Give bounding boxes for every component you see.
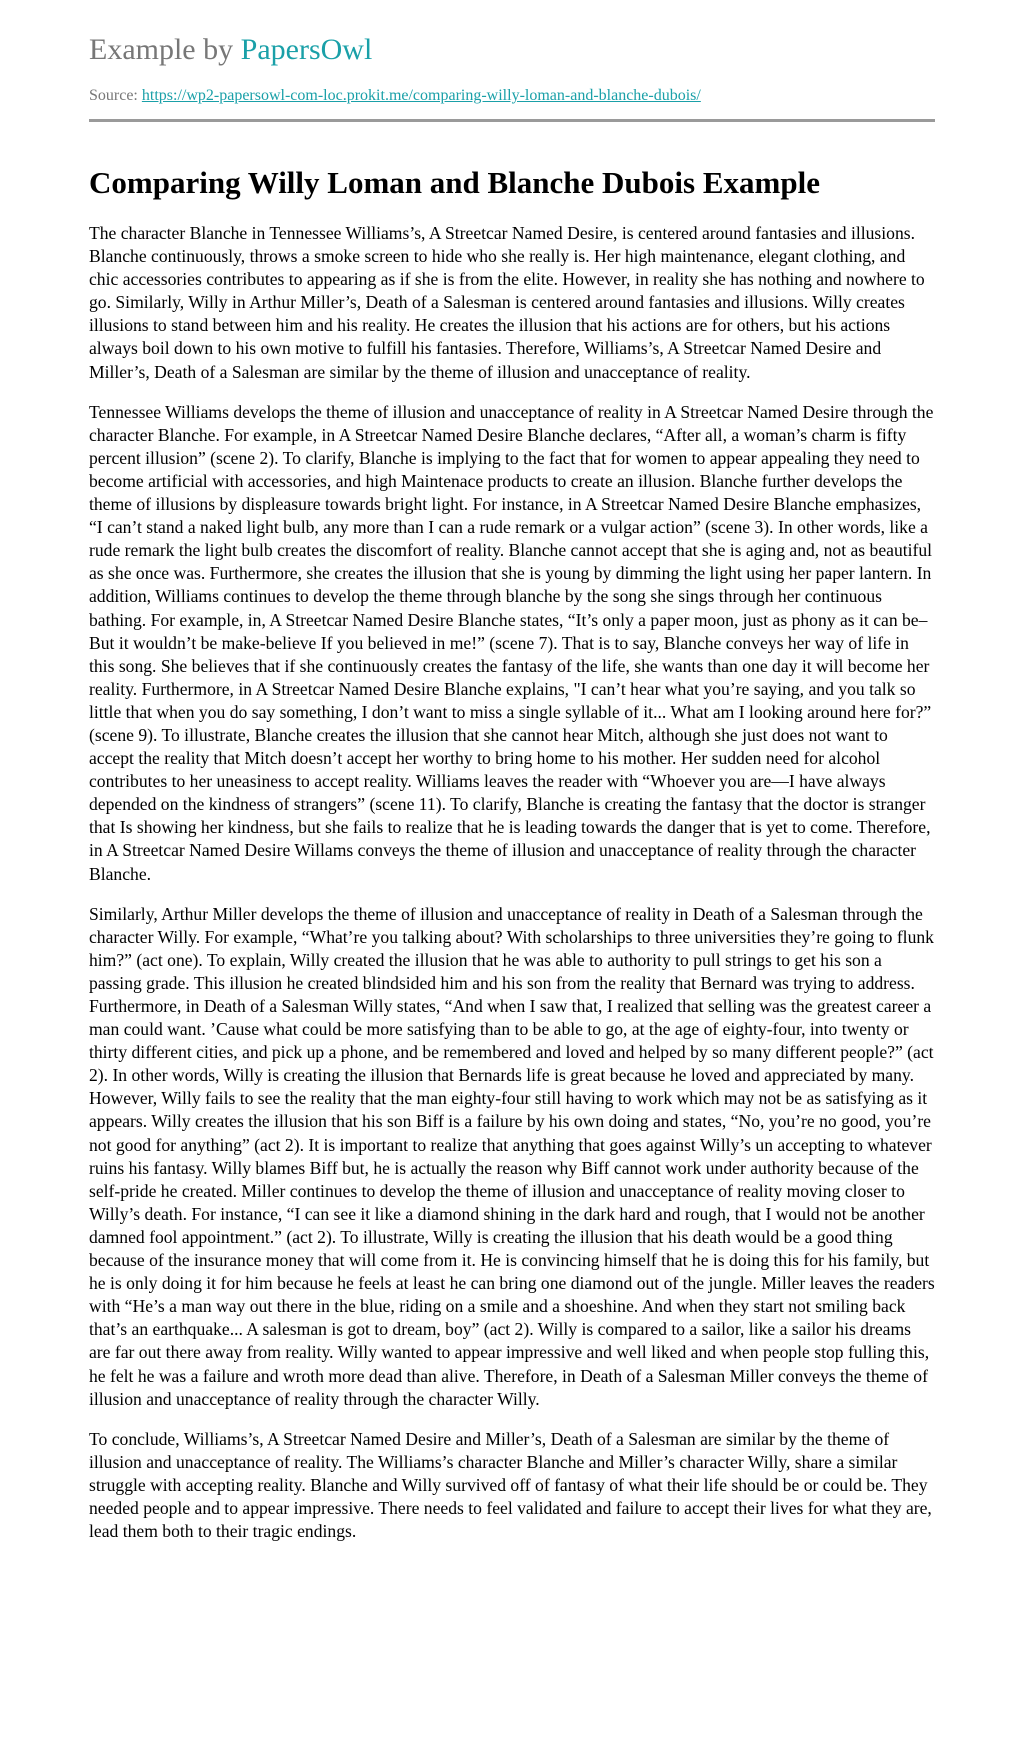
header-divider: [89, 119, 935, 122]
paragraph-1: The character Blanche in Tennessee Williams’s, A Streetcar Named Desire, is centered around fantasies and illusions. Blanche continuously, throws a smoke screen to hide who she really is. Her high maintenance, elegant clothing, and chic accessories contributes to appearing as if she is from the elite. However, in reality she has nothing and nowhere to go. Similarly, Willy in Arthur Miller’s, Death of a Salesman is centered around fantasies and illusions. Willy creates illusions to stand between him and his reality. He creates the illusion that his actions are for others, but his actions always boil down to his own motive to fulfill his fantasies. Therefore, Williams’s, A Streetcar Named Desire and Miller’s, Death of a Salesman are similar by the theme of illusion and unacceptance of reality.: [89, 223, 925, 382]
source-line: [89, 86, 935, 106]
source-label: Source:: [89, 87, 142, 104]
document-body: [89, 222, 935, 1543]
paragraph-3: Similarly, Arthur Miller develops the theme of illusion and unacceptance of reality in Death of a Salesman through the character Willy. For example, “What’re you talking about? With scholarships to three universities they’re going to flunk him?” (act one). To explain, Willy created the illusion that he was able to authority to pull strings to get his son a passing grade. This illusion he created blindsided him and his son from the reality that Bernard was trying to address. Furthermore, in Death of a Salesman Willy states, “And when I saw that, I realized that selling was the greatest career a man could want. ’Cause what could be more satisfying than to be able to go, at the age of eighty-four, into twenty or thirty different cities, and pick up a phone, and be remembered and loved and helped by so many different people?” (act 2). In other words, Willy is creating the illusion that Bernards life is great because he loved and appreciated by many. However, Willy fails to see the reality that the man eighty-four still having to work which may not be as satisfying as it appears. Willy creates the illusion that his son Biff is a failure by his own doing and states, “No, you’re no good, you’re not good for anything” (act 2). It is important to realize that anything that goes against Willy’s un accepting to whatever ruins his fantasy. Willy blames Biff but, he is actually the reason why Biff cannot work under authority because of the self-pride he created. Miller continues to develop the theme of illusion and unacceptance of reality moving closer to Willy’s death. For instance, “I can see it like a diamond shining in the dark hard and rough, that I would not be another damned fool appointment.” (act 2). To illustrate, Willy is creating the illusion that his death would be a good thing because of the insurance money that will come from it. He is convincing himself that he is doing this for his family, but he is only doing it for him because he feels at least he can bring one diamond out of the jungle. Miller leaves the readers with “He’s a man way out there in the blue, riding on a smile and a shoeshine. And when they start not smiling back that’s an earthquake... A salesman is got to dream, boy” (act 2). Willy is compared to a sailor, like a sailor his dreams are far out there away from reality. Willy wanted to appear impressive and well liked and when people stop fulling this, he felt he was a failure and wroth more dead than alive. Therefore, in Death of a Salesman Miller conveys the theme of illusion and unacceptance of reality through the character Willy.: [89, 903, 935, 1409]
paragraph-2: Tennessee Williams develops the theme of illusion and unacceptance of reality in A Streetcar Named Desire through the character Blanche. For example, in A Streetcar Named Desire Blanche declares, “After all, a woman’s charm is fifty percent illusion” (scene 2). To clarify, Blanche is implying to the fact that for women to appear appealing they need to become artificial with accessories, and high Maintenace products to create an illusion. Blanche further develops the theme of illusions by displeasure towards bright light. For instance, in A Streetcar Named Desire Blanche emphasizes, “I can’t stand a naked light bulb, any more than I can a rude remark or a vulgar action” (scene 3). In other words, like a rude remark the light bulb creates the discomfort of reality. Blanche cannot accept that she is aging and, not as beautiful as she once was. Furthermore, she creates the illusion that she is young by dimming the light using her paper lantern. In addition, Williams continues to develop the theme through blanche by the song she sings through her continuous bathing. For example, in, A Streetcar Named Desire Blanche states, “It’s only a paper moon, just as phony as it can be–But it wouldn’t be make-believe If you believed in me!” (scene 7). That is to say, Blanche conveys her way of life in this song. She believes that if she continuously creates the fantasy of the life, she wants than one day it will become her reality. Furthermore, in A Streetcar Named Desire Blanche explains, "I can’t hear what you’re saying, and you talk so little that when you do say something, I don’t want to miss a single syllable of it... What am I looking around here for?” (scene 9). To illustrate, Blanche creates the illusion that she cannot hear Mitch, although she just does not want to accept the reality that Mitch doesn’t accept her worthy to bring home to his mother. Her sudden need for alcohol contributes to her uneasiness to accept reality. Williams leaves the reader with “Whoever you are—I have always depended on the kindness of strangers” (scene 11). To clarify, Blanche is creating the fantasy that the doctor is stranger that Is showing her kindness, but she fails to realize that he is leading towards the danger that is yet to come. Therefore, in A Streetcar Named Desire Willams conveys the theme of illusion and unacceptance of reality through the character Blanche.: [89, 401, 934, 884]
brand-prefix: Example by: [89, 33, 241, 66]
brand-logo-text[interactable]: PapersOwl: [240, 33, 373, 66]
brand-header: [89, 30, 935, 70]
document-title: Comparing Willy Loman and Blanche Dubois Example: [89, 165, 820, 200]
paragraph-4: To conclude, Williams’s, A Streetcar Named Desire and Miller’s, Death of a Salesman are similar by the theme of illusion and unacceptance of reality. The Williams’s character Blanche and Miller’s character Willy, share a similar struggle with accepting reality. Blanche and Willy survived off of fantasy of what their life should be or could be. They needed people and to appear impressive. There needs to feel validated and failure to accept their lives for what they are, lead them both to their tragic endings.: [89, 1428, 932, 1542]
source-link[interactable]: https://wp2-papersowl-com-loc.prokit.me/comparing-willy-loman-and-blanche-dubois/: [141, 87, 701, 104]
